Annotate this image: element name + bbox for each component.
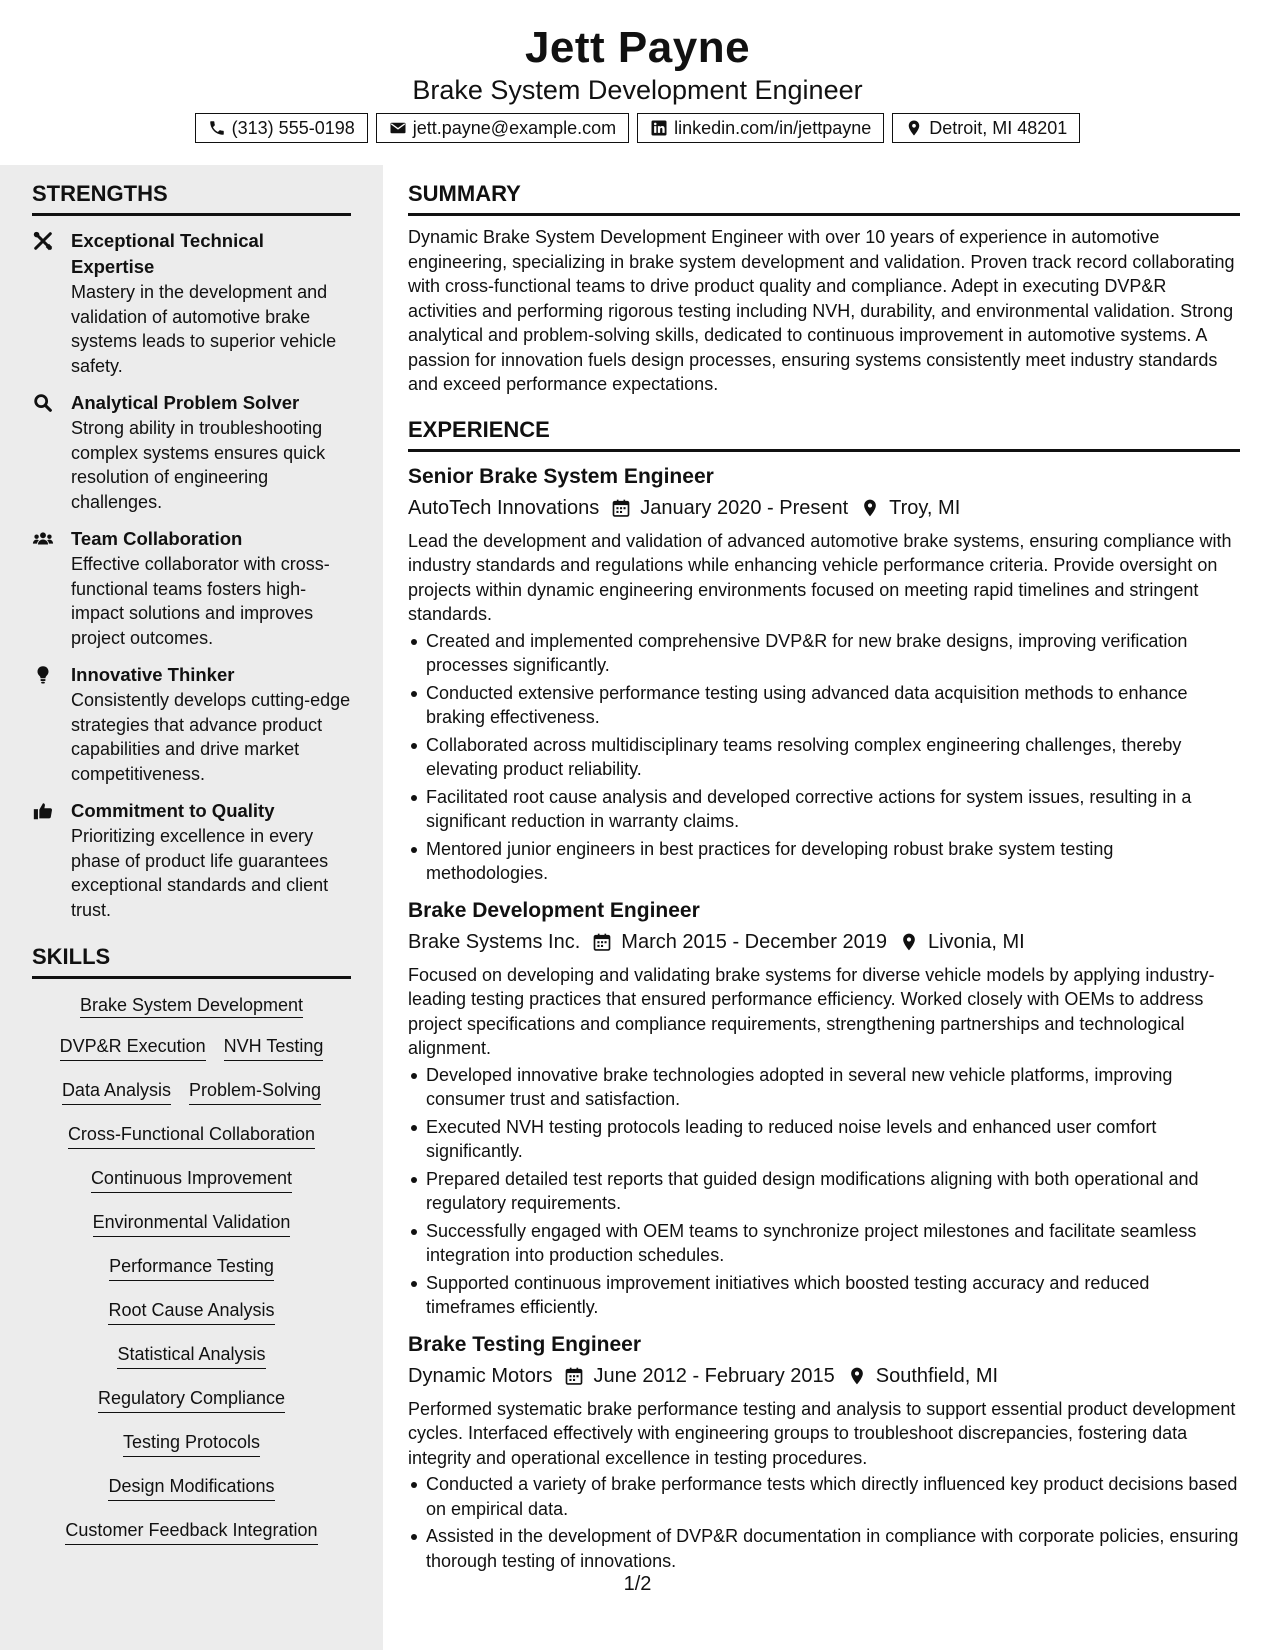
phone-text: (313) 555-0198 [231, 117, 355, 138]
users-icon [32, 528, 54, 550]
job-description: Focused on developing and validating brake systems for diverse vehicle models by applying industry-leading testing practices that ensured performance efficiency. Worked closely with OEMs to address project specifications and compliance requirements, strengthening partnerships and technological alignment. [408, 964, 1215, 1058]
job-company: Brake Systems Inc. [408, 930, 581, 953]
calendar-icon [564, 1366, 584, 1386]
strength-title: Innovative Thinker [71, 664, 235, 685]
skill-tag [32, 993, 351, 1017]
candidate-title: Brake System Development Engineer [412, 75, 863, 105]
skill-tag: Cross-Functional Collaboration [68, 1122, 315, 1149]
contact-location [892, 113, 1080, 143]
job-bullets [408, 1472, 1240, 1573]
phone-icon [208, 119, 226, 137]
bullet-item: Created and implemented comprehensive DVP&R for new brake designs, improving verification processes significantly. [408, 629, 1240, 678]
strength-desc: Effective collaborator with cross-functional teams fosters high-impact solutions and improves project outcomes. [71, 554, 330, 648]
contact-email[interactable] [376, 113, 629, 143]
strength-desc: Mastery in the development and validation of automotive brake systems leads to superior vehicle safety. [71, 282, 337, 376]
contact-bar [0, 113, 1275, 143]
summary-text: Dynamic Brake System Development Engineer with over 10 years of experience in automotive engineering, specializing in brake system development and validation. Proven track record collaborating with cross-functional teams to drive product quality and compliance. Adept in executing DVP&R activities and performing rigorous testing including NVH, durability, and environmental validation. Strong analytical and problem-solving skills, dedicated to continuous improvement in automotive systems. A passion for innovation fuels design processes, ensuring systems consistently meet industry standards and exceed performance expectations. [408, 227, 1235, 394]
contact-phone[interactable] [195, 113, 368, 143]
job-company: AutoTech Innovations [408, 496, 600, 519]
bullet-item: Assisted in the development of DVP&R documentation in compliance with corporate policies, ensuring thorough testing of innovations. [408, 1524, 1240, 1573]
skills-list [32, 993, 351, 1562]
lightbulb-icon [32, 664, 54, 686]
job-entry [408, 896, 1240, 1320]
skill-tag: Design Modifications [108, 1474, 274, 1501]
job-location: Troy, MI [889, 496, 961, 519]
location-text: Detroit, MI 48201 [929, 117, 1068, 138]
skill-tag: Data Analysis [62, 1078, 171, 1105]
job-location: Livonia, MI [927, 930, 1025, 953]
thumbs-up-icon [32, 800, 54, 822]
strength-item [32, 662, 351, 786]
sidebar [0, 165, 383, 1650]
skill-tag: Testing Protocols [123, 1430, 260, 1457]
email-text: jett.payne@example.com [412, 117, 617, 138]
skill-tag: Statistical Analysis [117, 1342, 265, 1369]
envelope-icon [389, 119, 407, 137]
strength-item [32, 228, 351, 378]
strength-title: Commitment to Quality [71, 800, 275, 821]
search-icon [32, 392, 54, 414]
skill-tag: Regulatory Compliance [98, 1386, 285, 1413]
strength-title: Analytical Problem Solver [71, 392, 300, 413]
map-pin-icon [905, 119, 923, 137]
skill-label: Brake System Development [80, 995, 303, 1018]
strength-title: Team Collaboration [71, 528, 243, 549]
bullet-item: Developed innovative brake technologies adopted in several new vehicle platforms, improving consumer trust and satisfaction. [408, 1063, 1240, 1112]
skill-tag: Environmental Validation [93, 1210, 291, 1237]
job-entry [408, 462, 1240, 886]
job-company: Dynamic Motors [408, 1364, 553, 1387]
job-entry [408, 1330, 1240, 1574]
map-pin-icon [899, 932, 919, 952]
job-meta [408, 1361, 1240, 1391]
contact-linkedin[interactable] [637, 113, 884, 143]
summary-heading: SUMMARY [408, 179, 1240, 216]
map-pin-icon [847, 1366, 867, 1386]
calendar-icon [592, 932, 612, 952]
strength-item [32, 798, 351, 922]
job-bullets [408, 1063, 1240, 1320]
calendar-icon [611, 498, 631, 518]
strength-desc: Strong ability in troubleshooting complex systems ensures quick resolution of engineering challenges. [71, 418, 326, 512]
main-content [408, 165, 1240, 1576]
job-dates: January 2020 - Present [640, 496, 849, 519]
skill-tag: DVP&R Execution [60, 1034, 206, 1061]
bullet-item: Conducted a variety of brake performance tests which directly influenced key product decisions based on empirical data. [408, 1472, 1240, 1521]
skill-tag: Continuous Improvement [91, 1166, 292, 1193]
job-meta [408, 493, 1240, 523]
experience-heading: EXPERIENCE [408, 415, 1240, 452]
map-pin-icon [860, 498, 880, 518]
strength-item [32, 390, 351, 514]
job-dates: March 2015 - December 2019 [621, 930, 887, 953]
job-description: Performed systematic brake performance testing and analysis to support essential product development cycles. Interfaced effectively with engineering groups to troubleshoot discrepancies, fostering data integrity and operational excellence in testing procedures. [408, 1398, 1236, 1468]
strength-title: Exceptional Technical Expertise [71, 230, 264, 277]
linkedin-text: linkedin.com/in/jettpayne [674, 117, 872, 138]
bullet-item: Executed NVH testing protocols leading to reduced noise levels and enhanced user comfort significantly. [408, 1115, 1240, 1164]
linkedin-icon [650, 119, 668, 137]
page-number: 1/2 [623, 1573, 652, 1595]
bullet-item: Facilitated root cause analysis and developed corrective actions for system issues, resulting in a significant reduction in warranty claims. [408, 785, 1240, 834]
bullet-item: Successfully engaged with OEM teams to synchronize project milestones and facilitate seamless integration into production schedules. [408, 1219, 1240, 1268]
bullet-item: Mentored junior engineers in best practices for developing robust brake system testing methodologies. [408, 837, 1240, 886]
strength-item [32, 526, 351, 650]
skill-tag: NVH Testing [224, 1034, 324, 1061]
candidate-name: Jett Payne [524, 23, 751, 72]
bullet-item: Supported continuous improvement initiatives which boosted testing accuracy and reduced timeframes efficiently. [408, 1271, 1240, 1320]
job-location: Southfield, MI [875, 1364, 999, 1387]
job-description: Lead the development and validation of advanced automotive brake systems, ensuring compliance with industry standards and regulations while enhancing vehicle performance criteria. Provide oversight on projects within dynamic engineering environments focused on meeting rapid timelines and stringent standards. [408, 530, 1232, 624]
job-dates: June 2012 - February 2015 [593, 1364, 835, 1387]
strength-desc: Prioritizing excellence in every phase of product life guarantees exceptional standards and client trust. [71, 826, 329, 920]
job-bullets [408, 629, 1240, 886]
bullet-item: Prepared detailed test reports that guided design modifications aligning with both operational and regulatory requirements. [408, 1167, 1240, 1216]
resume-header [0, 0, 1275, 160]
job-title: Brake Testing Engineer [408, 1332, 642, 1356]
tools-icon [32, 230, 54, 252]
skill-tag: Root Cause Analysis [108, 1298, 274, 1325]
bullet-item: Conducted extensive performance testing using advanced data acquisition methods to enhance braking effectiveness. [408, 681, 1240, 730]
skill-tag: Customer Feedback Integration [65, 1518, 317, 1545]
strength-desc: Consistently develops cutting-edge strategies that advance product capabilities and drive market competitiveness. [71, 690, 351, 784]
skills-heading: SKILLS [32, 942, 351, 979]
job-title: Brake Development Engineer [408, 898, 700, 922]
skill-tag: Performance Testing [109, 1254, 274, 1281]
strengths-heading: STRENGTHS [32, 179, 351, 216]
job-title: Senior Brake System Engineer [408, 464, 714, 488]
job-meta [408, 927, 1240, 957]
bullet-item: Collaborated across multidisciplinary teams resolving complex engineering challenges, thereby elevating product reliability. [408, 733, 1240, 782]
skill-tag: Problem-Solving [189, 1078, 321, 1105]
